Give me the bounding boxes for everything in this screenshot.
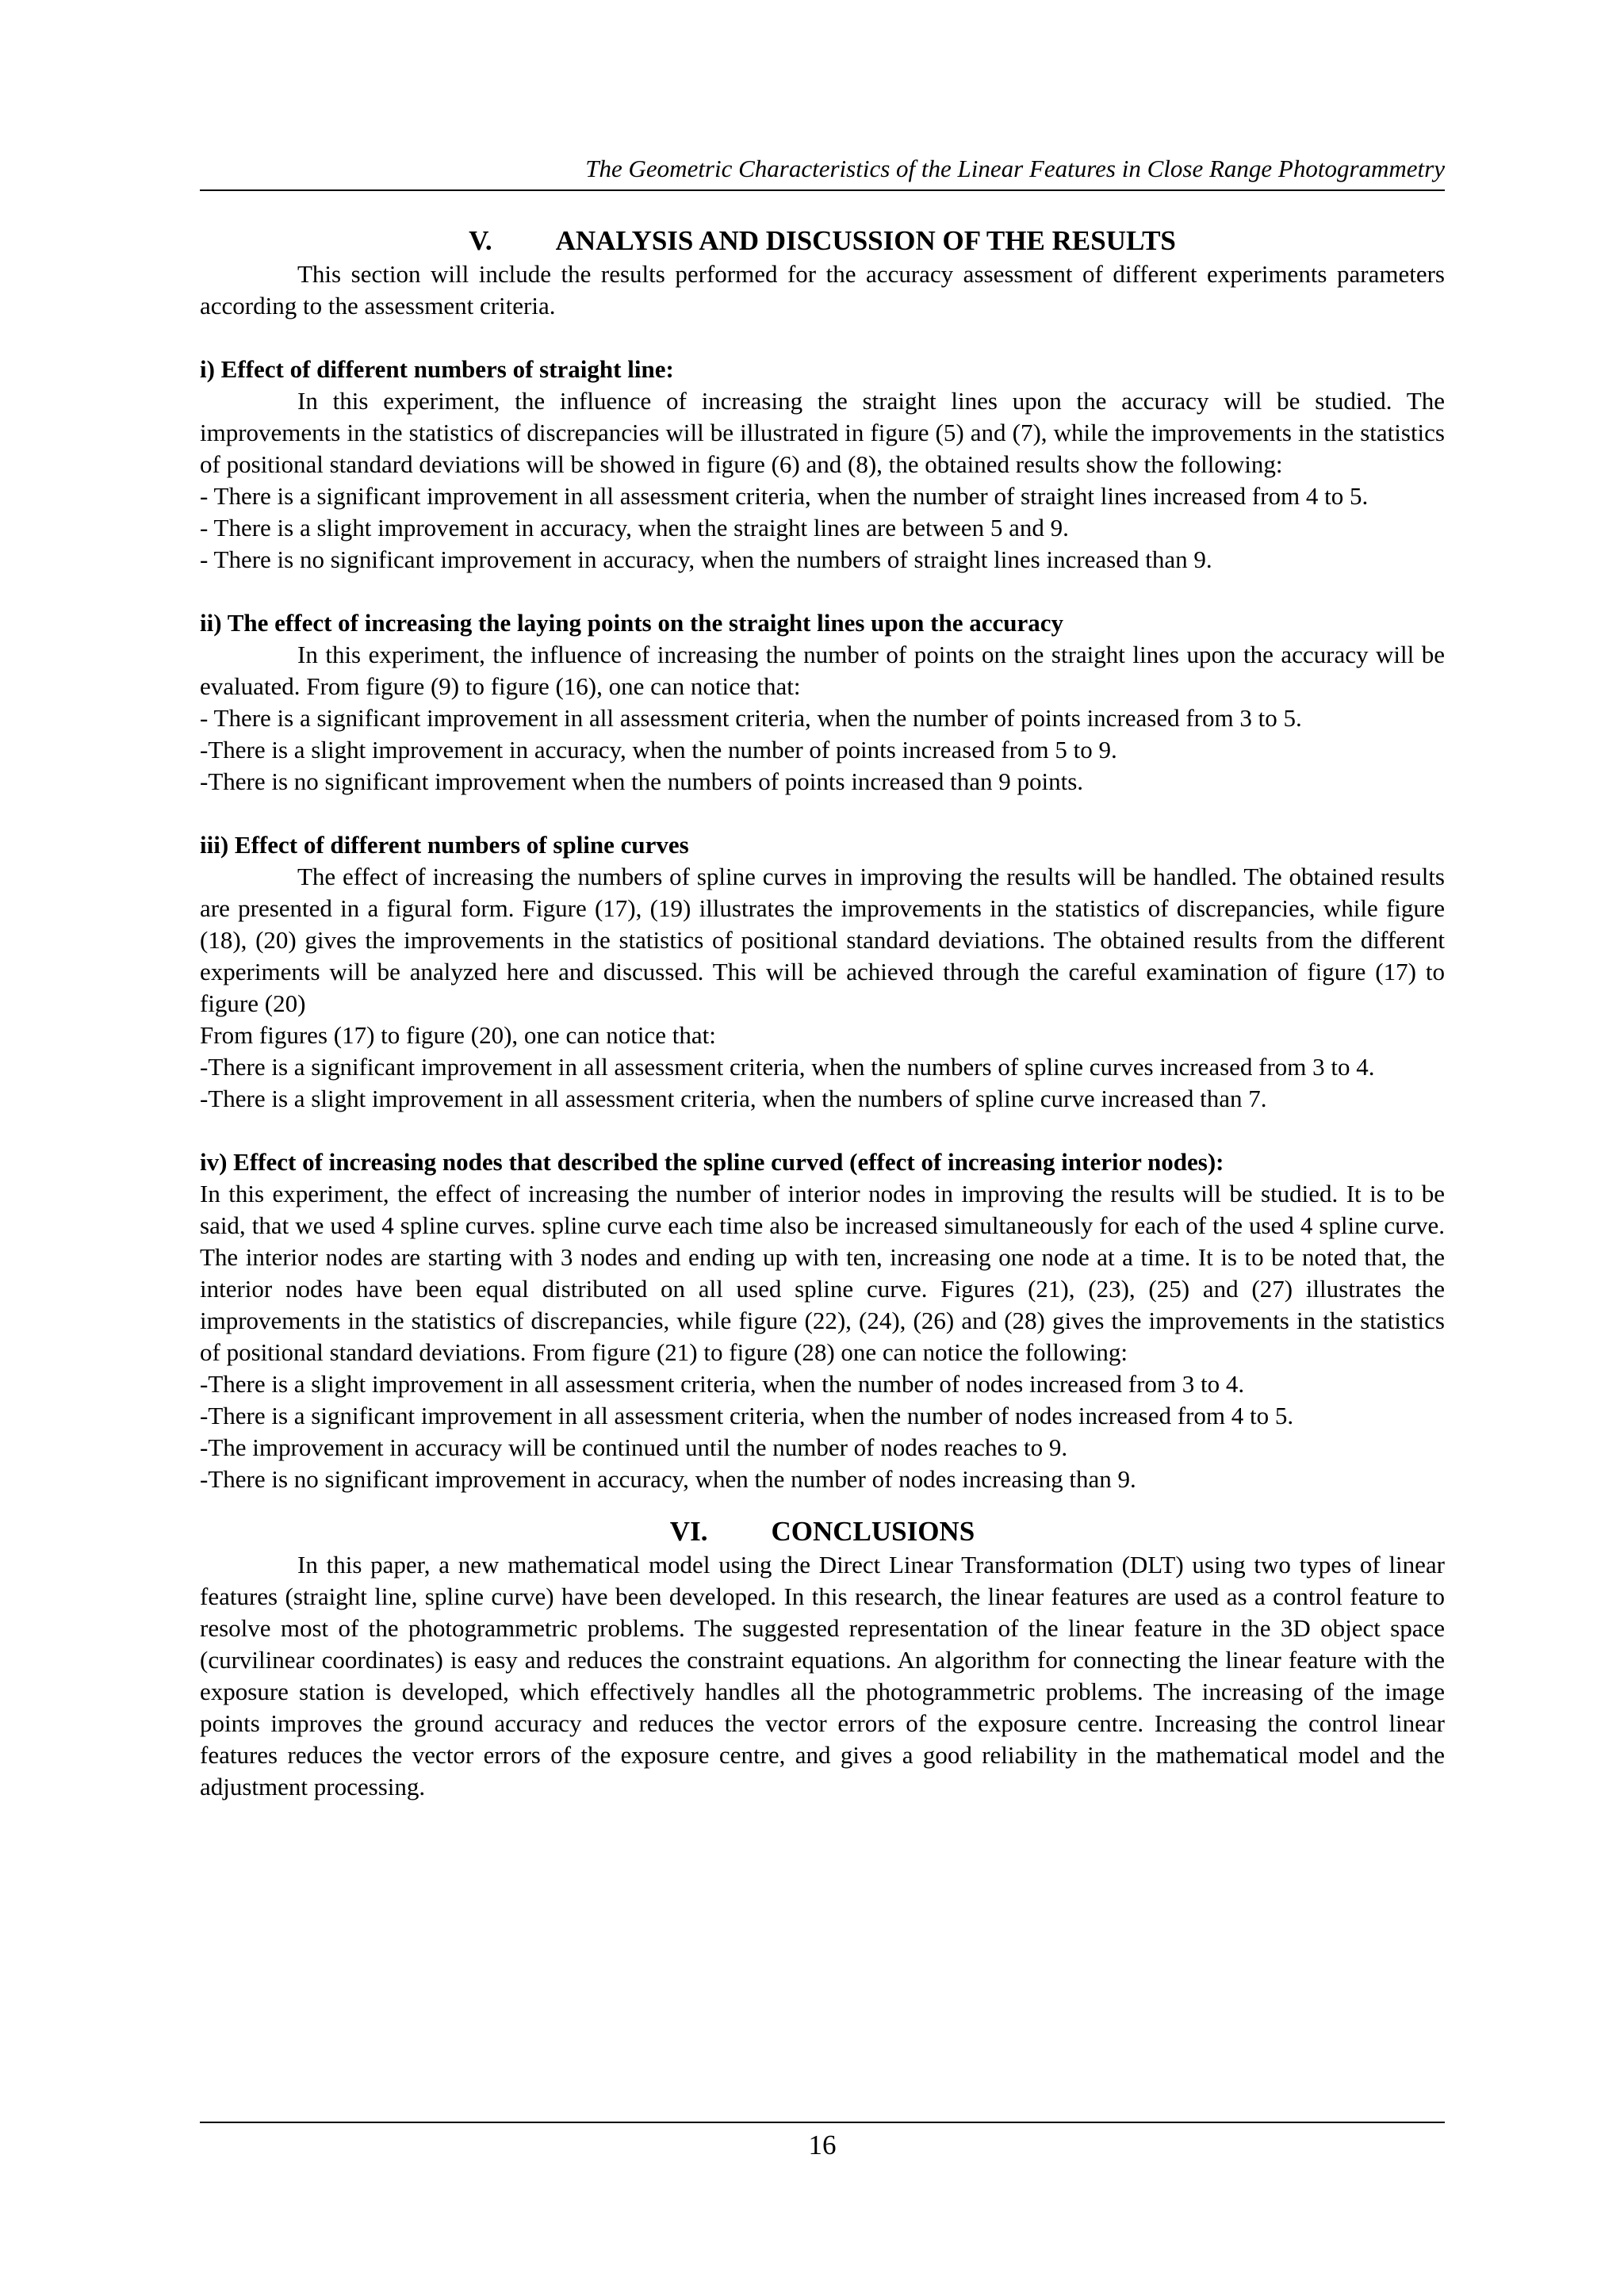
spacer [200, 1115, 1445, 1146]
spacer [200, 576, 1445, 607]
spacer [200, 798, 1445, 829]
paragraph: In this experiment, the influence of increasing the number of points on the straight lines upon the accuracy will be evaluated. From figure (9) to figure (16), one can notice that: [200, 641, 1445, 700]
subsection-heading-spline-curves: iii) Effect of different numbers of spline curves [200, 831, 689, 859]
running-header: The Geometric Characteristics of the Linear Features in Close Range Photogrammetry [585, 155, 1445, 182]
header-rule [200, 189, 1445, 191]
list-item: -There is a slight improvement in accuracy, when the number of points increased from 5 to 9. [200, 736, 1117, 763]
list-item: - There is no significant improvement in accuracy, when the numbers of straight lines increased than 9. [200, 545, 1212, 573]
spacer [200, 1495, 1445, 1514]
list-item: -There is a significant improvement in all assessment criteria, when the numbers of spline curves increased from 3 to 4. [200, 1053, 1375, 1081]
paper-page [200, 0, 1445, 2296]
section-number: V. [469, 225, 492, 256]
paragraph: In this experiment, the effect of increasing the number of interior nodes in improving the results will be studied. It is to be said, that we used 4 spline curves. spline curve each time also be increased simultaneously for each of the used 4 spline curve. The interior nodes are starting with 3 nodes and ending up with ten, increasing one node at a time. It is to be noted that, the interior nodes have been equal distributed on all used spline curve. Figures (21), (23), (25) and (27) illustrates the improvements in the statistics of discrepancies, while figure (22), (24), (26) and (28) gives the improvements in the statistics of positional standard deviations. From figure (21) to figure (28) one can notice the following: [200, 1180, 1445, 1366]
list-item: - There is a significant improvement in all assessment criteria, when the number of points increased from 3 to 5. [200, 704, 1302, 732]
list-item: -The improvement in accuracy will be continued until the number of nodes reaches to 9. [200, 1433, 1068, 1461]
section-title: CONCLUSIONS [771, 1516, 975, 1547]
section-title: ANALYSIS AND DISCUSSION OF THE RESULTS [555, 225, 1176, 256]
list-item: - There is a significant improvement in all assessment criteria, when the number of straight lines increased from 4 to 5. [200, 482, 1369, 510]
section-heading-conclusions [200, 1514, 1445, 1549]
paragraph-lead: From figures (17) to figure (20), one can notice that: [200, 1021, 716, 1049]
subsection-heading-laying-points: ii) The effect of increasing the laying points on the straight lines upon the accuracy [200, 609, 1063, 637]
page-body [200, 224, 1445, 1803]
page-number: 16 [808, 2130, 837, 2160]
paragraph: In this experiment, the influence of increasing the straight lines upon the accuracy will be studied. The improvements in the statistics of discrepancies will be illustrated in figure (5) and (7), while the improvements in the statistics of positional standard deviations will be showed in figure (6) and (8), the obtained results show the following: [200, 387, 1445, 478]
spacer [200, 322, 1445, 354]
conclusions-paragraph: In this paper, a new mathematical model using the Direct Linear Transformation (DLT) using two types of linear features (straight line, spline curve) have been developed. In this research, the linear features are used as a control feature to resolve most of the photogrammetric problems. The suggested representation of the linear feature in the 3D object space (curvilinear coordinates) is easy and reduces the constraint equations. An algorithm for connecting the linear feature with the exposure station is developed, which effectively handles all the photogrammetric problems. The increasing of the image points improves the ground accuracy and reduces the vector errors of the exposure centre. Increasing the control linear features reduces the vector errors of the exposure centre, and gives a good reliability in the mathematical model and the adjustment processing. [200, 1551, 1445, 1800]
list-item: -There is a significant improvement in all assessment criteria, when the number of nodes increased from 4 to 5. [200, 1402, 1294, 1429]
list-item: -There is a slight improvement in all assessment criteria, when the numbers of spline curve increased than 7. [200, 1085, 1267, 1112]
list-item: -There is a slight improvement in all assessment criteria, when the number of nodes increased from 3 to 4. [200, 1370, 1245, 1398]
list-item: -There is no significant improvement when the numbers of points increased than 9 points. [200, 767, 1084, 795]
paragraph: The effect of increasing the numbers of spline curves in improving the results will be handled. The obtained results are presented in a figural form. Figure (17), (19) illustrates the improvements in the statistics of discrepancies, while figure (18), (20) gives the improvements in the statistics of positional standard deviations. The obtained results from the different experiments will be analyzed here and discussed. This will be achieved through the careful examination of figure (17) to figure (20) [200, 863, 1445, 1017]
list-item: - There is a slight improvement in accuracy, when the straight lines are between 5 and 9. [200, 514, 1069, 541]
list-item: -There is no significant improvement in accuracy, when the number of nodes increasing than 9. [200, 1465, 1136, 1493]
subsection-heading-interior-nodes: iv) Effect of increasing nodes that described the spline curved (effect of increasing interior nodes): [200, 1148, 1224, 1176]
subsection-heading-straight-lines: i) Effect of different numbers of straight line: [200, 355, 674, 383]
section-heading-analysis [200, 224, 1445, 258]
section-number: VI. [669, 1516, 708, 1547]
footer-rule [200, 2122, 1445, 2123]
section-intro-paragraph: This section will include the results performed for the accuracy assessment of different experiments parameters according to the assessment criteria. [200, 260, 1445, 320]
